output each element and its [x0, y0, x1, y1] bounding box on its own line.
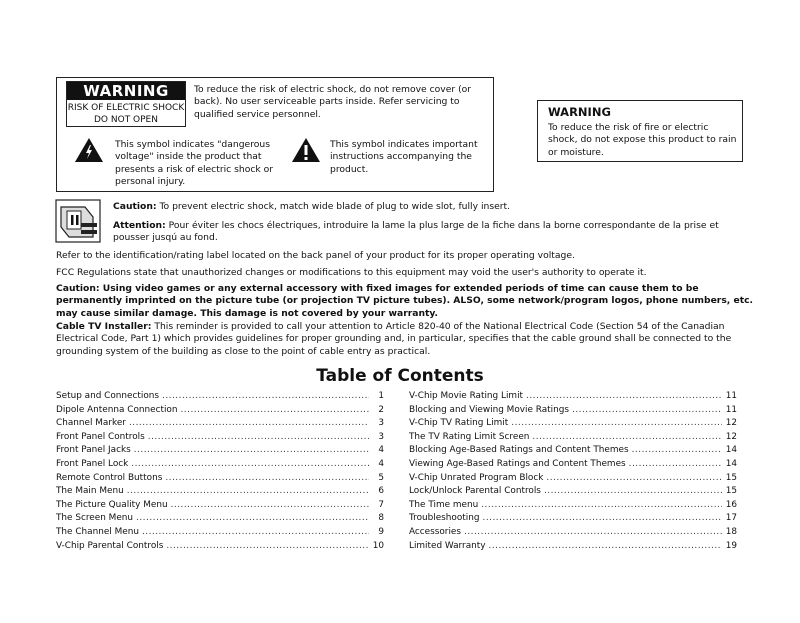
attention-label: Attention:	[113, 220, 166, 231]
warning-text: To reduce the risk of electric shock, do not remove cover (or back). No user serviceable parts inside. Refer servicing to qualified service personnel.	[194, 84, 472, 120]
toc-entry[interactable]	[56, 512, 384, 526]
toc-entry-label: The Screen Menu	[56, 513, 134, 524]
toc-entry[interactable]	[409, 526, 737, 540]
toc-entry-label: The Channel Menu	[56, 527, 139, 537]
toc-entry-page: 11	[725, 404, 737, 415]
toc-entry-page: 2	[378, 404, 384, 415]
toc-entry-page: 15	[725, 472, 737, 483]
toc-entry-page: 10	[372, 540, 384, 551]
toc-entry[interactable]	[56, 526, 384, 540]
toc-leader-dots	[134, 444, 369, 458]
toc-entry-label: The Main Menu	[56, 486, 124, 497]
toc-entry-page: 12	[725, 431, 737, 442]
toc-entry[interactable]	[409, 390, 737, 404]
toc-entry-label: V-Chip TV Rating Limit	[409, 418, 509, 429]
toc-entry-label: Limited Warranty	[409, 540, 486, 551]
toc-entry[interactable]	[56, 485, 384, 499]
toc-entry-page: 12	[725, 418, 737, 429]
toc-entry-label: Dipole Antenna Connection	[56, 404, 178, 415]
toc-entry-page: 17	[725, 513, 737, 524]
warning-title: WARNING	[67, 82, 185, 100]
toc-leader-dots	[532, 431, 722, 445]
symbol2-text: This symbol indicates important instructions accompanying the product.	[330, 139, 478, 175]
para-caution-games: Caution: Using video games or any external accessory with fixed images for extended periods of time can cause them to be permanently imprinted on the picture tube (or projection TV picture tubes). ALSO, some network/program logos, phone numbers, etc. may cause similar damage. This damage is not covered by your warranty.	[56, 283, 754, 319]
toc-entry-label: V-Chip Unrated Program Block	[409, 472, 544, 483]
toc-entry-page: 14	[725, 459, 737, 469]
toc-entry-label: V-Chip Movie Rating Limit	[409, 391, 524, 401]
toc-leader-dots	[131, 458, 369, 472]
toc-entry[interactable]	[56, 458, 384, 472]
toc-leader-dots	[171, 499, 369, 513]
toc-entry-label: Remote Control Buttons	[56, 472, 163, 483]
toc-leader-dots	[166, 540, 369, 554]
toc-entry[interactable]	[56, 417, 384, 431]
cable-installer-text: This reminder is provided to call your attention to Article 820-40 of the National Electrical Code (Section 54 of the Canadian Electrical Code, Part 1) which provides guidelines for proper grounding and, in particular, specifies that the cable ground shall be connected to the grounding system of the building as close to the point of cable entry as practical.	[56, 321, 732, 357]
toc-entry[interactable]	[409, 458, 737, 472]
right-warning-title: WARNING	[548, 105, 611, 119]
toc-entry[interactable]	[56, 404, 384, 418]
toc-entry-page: 19	[725, 540, 737, 551]
toc-leader-dots	[162, 390, 369, 404]
attention-line	[113, 220, 733, 245]
toc-leader-dots	[632, 444, 722, 458]
warning-sub-line1: RISK OF ELECTRIC SHOCK	[67, 103, 185, 113]
toc-leader-dots	[489, 540, 723, 554]
toc-entry[interactable]	[409, 431, 737, 445]
toc-leader-dots	[464, 526, 722, 540]
caution-text: To prevent electric shock, match wide blade of plug to wide slot, fully insert.	[156, 201, 511, 212]
toc-leader-dots	[127, 485, 369, 499]
para-cable-installer	[56, 321, 746, 358]
exclamation-triangle-icon	[291, 137, 321, 163]
toc-entry[interactable]	[56, 444, 384, 458]
symbol1-text: This symbol indicates "dangerous voltage" inside the product that presents a risk of electric shock or personal injury.	[115, 139, 274, 187]
toc-title: Table of Contents	[316, 366, 484, 386]
toc-entry[interactable]	[409, 404, 737, 418]
toc-entry[interactable]	[409, 417, 737, 431]
toc-entry[interactable]	[409, 472, 737, 486]
toc-entry-page: 15	[725, 486, 737, 497]
toc-entry-page: 1	[378, 391, 384, 401]
toc-entry[interactable]	[409, 540, 737, 554]
right-warning-text: To reduce the risk of fire or electric shock, do not expose this product to rain or moisture.	[548, 122, 737, 158]
toc-entry-label: Lock/Unlock Parental Controls	[409, 486, 541, 497]
toc-entry-label: Blocking and Viewing Movie Ratings	[409, 404, 569, 415]
toc-entry-page: 16	[725, 499, 737, 510]
toc-leader-dots	[129, 417, 369, 431]
attention-text: Pour éviter les chocs électriques, introduire la lame la plus large de la fiche dans la borne correspondante de la prise et pousser jusqú au fond.	[113, 220, 719, 244]
toc-entry-page: 9	[378, 527, 384, 537]
toc-entry-label: Channel Marker	[56, 418, 126, 429]
toc-entry[interactable]	[409, 499, 737, 513]
para-fcc: FCC Regulations state that unauthorized changes or modifications to this equipment may void the user's authority to operate it.	[56, 267, 647, 278]
toc-entry[interactable]	[56, 431, 384, 445]
toc-entry-page: 18	[725, 527, 737, 537]
toc-leader-dots	[165, 472, 369, 486]
toc-entry-label: Blocking Age-Based Ratings and Content Themes	[409, 445, 629, 456]
para-rating-label: Refer to the identification/rating label located on the back panel of your product for its proper operating voltage.	[56, 250, 575, 261]
toc-entry-page: 4	[378, 459, 384, 469]
toc-entry-label: The TV Rating Limit Screen	[409, 431, 530, 442]
toc-entry-label: Accessories	[409, 527, 462, 537]
toc-entry-label: The Time menu	[409, 499, 479, 510]
lightning-triangle-icon	[74, 137, 104, 163]
toc-entry[interactable]	[56, 390, 384, 404]
toc-entry-label: Viewing Age-Based Ratings and Content Themes	[409, 459, 626, 469]
toc-leader-dots	[142, 526, 369, 540]
toc-entry[interactable]	[56, 540, 384, 554]
warning-sub-line2: DO NOT OPEN	[94, 115, 158, 125]
toc-entry-label: Front Panel Jacks	[56, 445, 131, 456]
toc-leader-dots	[511, 417, 722, 431]
toc-entry-label: Front Panel Controls	[56, 431, 145, 442]
toc-entry[interactable]	[409, 444, 737, 458]
toc-entry-page: 3	[378, 418, 384, 429]
toc-entry-label: The Picture Quality Menu	[56, 499, 168, 510]
plug-icon	[55, 199, 101, 243]
right-warning-box	[537, 100, 743, 162]
toc-entry[interactable]	[56, 499, 384, 513]
toc-entry-page: 4	[378, 445, 384, 456]
toc-entry-page: 14	[725, 445, 737, 456]
toc-leader-dots	[483, 512, 723, 526]
toc-leader-dots	[526, 390, 722, 404]
toc-entry[interactable]	[409, 485, 737, 499]
toc-entry-page: 8	[378, 513, 384, 524]
toc-entry-page: 11	[725, 391, 737, 401]
toc-leader-dots	[481, 499, 722, 513]
toc-entry-label: Setup and Connections	[56, 391, 160, 401]
cable-installer-label: Cable TV Installer:	[56, 321, 152, 332]
toc-entry-page: 6	[378, 486, 384, 497]
toc-entry[interactable]	[56, 472, 384, 486]
toc-entry-label: Troubleshooting	[409, 513, 480, 524]
warning-label-box	[66, 81, 186, 127]
toc-entry-label: V-Chip Parental Controls	[56, 540, 164, 551]
toc-leader-dots	[136, 512, 369, 526]
caution-line	[113, 201, 753, 213]
caution-label: Caution:	[113, 201, 157, 212]
toc-entry[interactable]	[409, 512, 737, 526]
toc-entry-page: 5	[378, 472, 384, 483]
toc-leader-dots	[629, 458, 722, 472]
toc-entry-page: 7	[378, 499, 384, 510]
toc-entry-label: Front Panel Lock	[56, 459, 129, 469]
toc-leader-dots	[180, 404, 369, 418]
toc-leader-dots	[546, 472, 722, 486]
toc-leader-dots	[544, 485, 722, 499]
toc-entry-page: 3	[378, 431, 384, 442]
toc-leader-dots	[148, 431, 369, 445]
toc-leader-dots	[572, 404, 722, 418]
